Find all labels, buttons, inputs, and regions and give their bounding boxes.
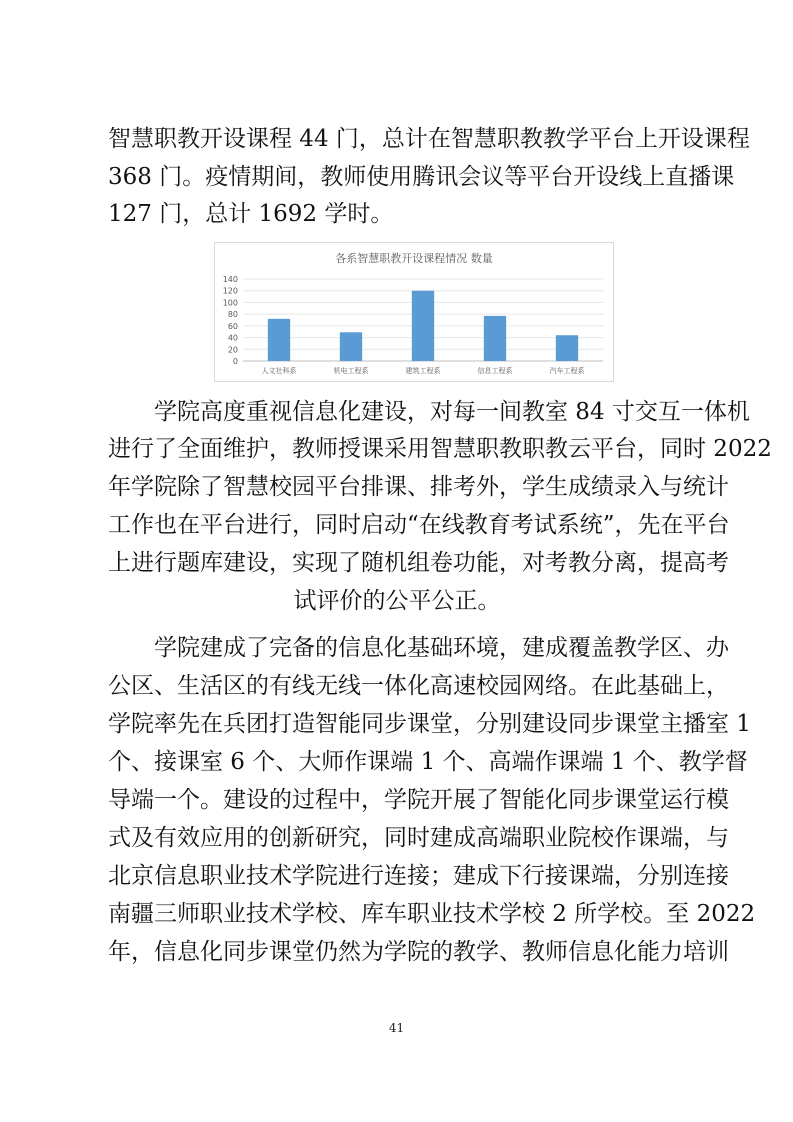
text-line: 学院率先在兵团打造智能同步课堂，分别建设同步课堂主播室 1 (108, 711, 751, 737)
x-tick-label: 汽车工程系 (549, 367, 585, 375)
text-line: 智慧职教开设课程 44 门，总计在智慧职教教学平台上开设课程 (108, 126, 750, 152)
text-line: 个、接课室 6 个、大师作课端 1 个、高端作课端 1 个、教学督 (108, 749, 748, 775)
bar-4 (484, 316, 506, 361)
x-axis-labels (262, 366, 585, 375)
y-tick-label: 100 (222, 298, 238, 308)
text-line: 南疆三师职业技术学校、库车职业技术学校 2 所学校。至 2022 (108, 901, 756, 927)
y-tick-label: 40 (227, 333, 238, 343)
y-tick-label: 0 (232, 357, 238, 366)
page-number: 41 (388, 1021, 405, 1035)
text-line: 公区、生活区的有线无线一体化高速校园网络。在此基础上， (108, 673, 729, 699)
y-axis-ticks (223, 275, 238, 366)
text-line: 学院高度重视信息化建设，对每一间教室 84 寸交互一体机 (154, 399, 750, 425)
text-line: 导端一个。建设的过程中，学院开展了智能化同步课堂运行模 (108, 787, 729, 813)
text-line: 上进行题库建设，实现了随机组卷功能，对考教分离，提高考 (108, 550, 729, 576)
y-tick-label: 120 (222, 286, 238, 296)
text-line: 年，信息化同步课堂仍然为学院的教学、教师信息化能力培训 (108, 939, 729, 965)
x-tick-label: 机电工程系 (333, 367, 369, 375)
text-line: 式及有效应用的创新研究，同时建成高端职业院校作课端，与 (108, 825, 729, 851)
text-line: 工作也在平台进行，同时启动“在线教育考试系统”，先在平台 (108, 512, 730, 538)
y-tick-label: 60 (227, 321, 238, 331)
text-line: 北京信息职业技术学院进行连接；建成下行接课端，分别连接 (108, 863, 729, 889)
chart-canvas (215, 243, 613, 381)
x-tick-label: 人文社科系 (261, 367, 297, 375)
text-line: 年学院除了智慧校园平台排课、排考外，学生成绩录入与统计 (108, 474, 729, 500)
x-tick-label: 建筑工程系 (405, 367, 441, 375)
bar-3 (412, 291, 434, 361)
bar-chart (214, 242, 614, 382)
text-line: 进行了全面维护，教师授课采用智慧职教职教云平台，同时 2022 (108, 436, 772, 462)
bar-1 (268, 319, 290, 361)
text-line: 试评价的公平公正。 (293, 588, 501, 614)
text-line: 368 门。疫情期间，教师使用腾讯会议等平台开设线上直播课 (108, 164, 735, 190)
chart-title: 各系智慧职教开设课程情况 数量 (335, 252, 493, 265)
y-tick-label: 20 (227, 345, 238, 355)
text-line: 127 门，总计 1692 学时。 (108, 201, 394, 227)
text-line: 学院建成了完备的信息化基础环境，建成覆盖教学区、办 (154, 635, 729, 661)
bar-2 (340, 332, 362, 361)
x-tick-label: 信息工程系 (477, 367, 513, 375)
y-tick-label: 80 (227, 310, 238, 320)
bar-5 (556, 335, 578, 361)
y-tick-label: 140 (222, 275, 238, 284)
